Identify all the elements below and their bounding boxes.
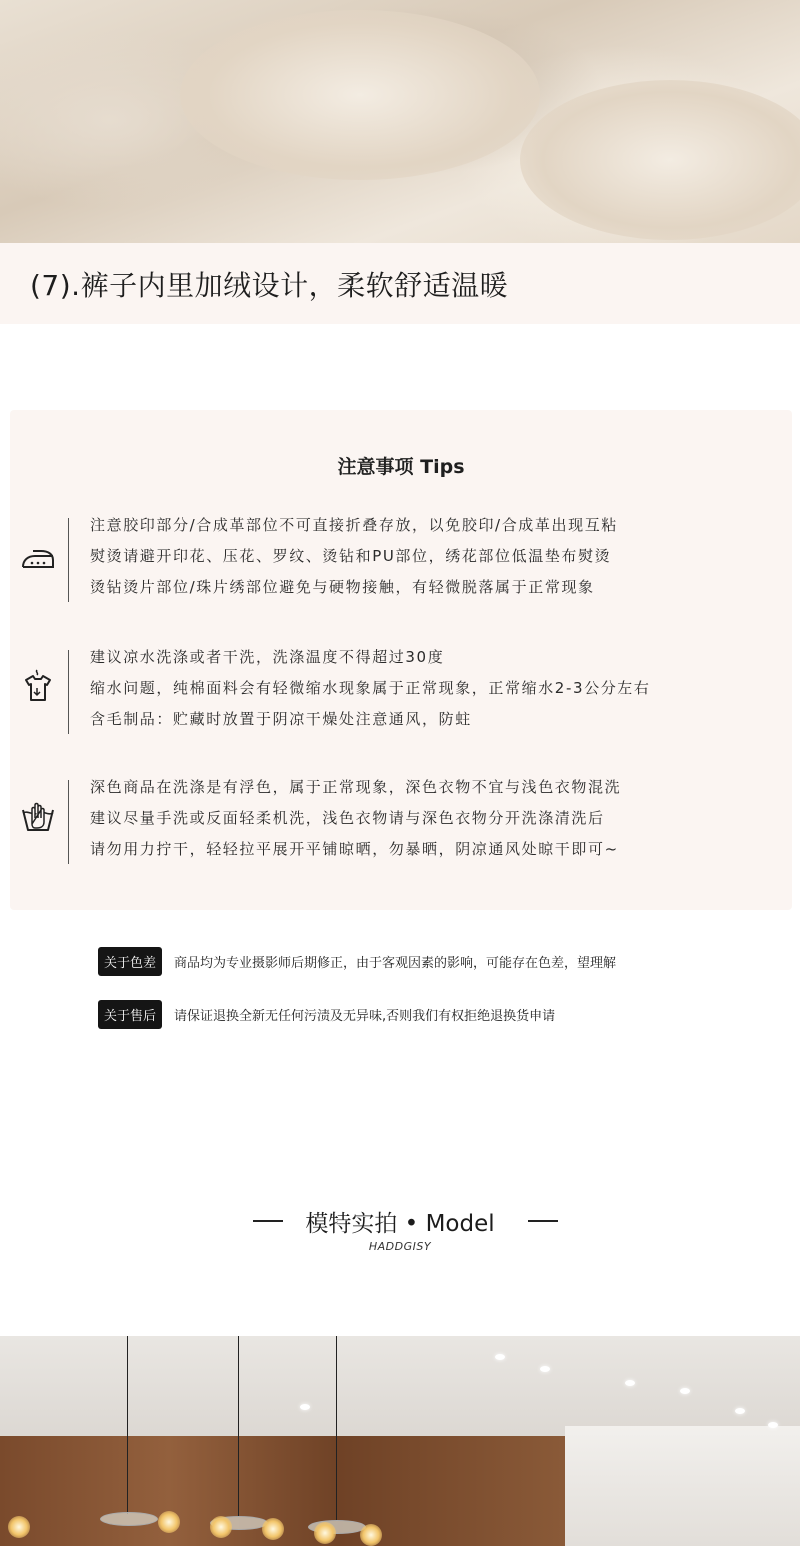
- tip-line: 含毛制品：贮藏时放置于阴凉干燥处注意通风，防蛀: [90, 710, 472, 728]
- light-bulb: [158, 1511, 180, 1533]
- fabric-caption-band: [0, 243, 800, 324]
- tip-line: 建议尽量手洗或反面轻柔机洗，浅色衣物请与深色衣物分开洗涤清洗后: [90, 809, 605, 827]
- brand-subtitle: HADDGISY: [368, 1240, 432, 1253]
- tip-line: 缩水问题，纯棉面料会有轻微缩水现象属于正常现象，正常缩水2-3公分左右: [90, 679, 651, 697]
- pendant-cord: [127, 1336, 128, 1514]
- light-bulb: [8, 1516, 30, 1538]
- light-bulb: [262, 1518, 284, 1540]
- fabric-fold-shape: [180, 10, 540, 180]
- tip-divider: [68, 780, 69, 864]
- light-bulb: [360, 1524, 382, 1546]
- pendant-cord: [336, 1336, 337, 1520]
- fabric-closeup-image: [0, 0, 800, 243]
- notice-badge: 关于色差: [98, 947, 162, 976]
- tip-line: 烫钻烫片部位/珠片绣部位避免与硬物接触，有轻微脱落属于正常现象: [90, 578, 595, 596]
- ceiling-light-icon: [495, 1354, 505, 1360]
- model-section-title: 模特实拍 • Model: [305, 1211, 495, 1237]
- light-bulb: [210, 1516, 232, 1538]
- tip-line: 熨烫请避开印花、压花、罗纹、烫钻和PU部位，绣花部位低温垫布熨烫: [90, 547, 612, 565]
- tip-line: 建议凉水洗涤或者干洗，洗涤温度不得超过30度: [90, 648, 445, 666]
- pendant-lamp-shade: [100, 1512, 158, 1526]
- model-photo-image: [0, 1336, 800, 1546]
- notice-color-difference: [98, 947, 616, 976]
- notice-badge: 关于售后: [98, 1000, 162, 1029]
- wall-shape: [565, 1426, 800, 1546]
- ceiling-light-icon: [625, 1380, 635, 1386]
- fabric-fold-shape: [520, 80, 800, 240]
- tip-line: 请勿用力拧干，轻轻拉平展开平铺晾晒，勿暴晒，阴凉通风处晾干即可~: [90, 840, 619, 858]
- ceiling-light-icon: [735, 1408, 745, 1414]
- hand-wash-icon: [20, 798, 56, 834]
- ceiling-light-icon: [300, 1404, 310, 1410]
- notice-text: 商品均为专业摄影师后期修正，由于客观因素的影响，可能存在色差，望理解: [174, 956, 617, 971]
- model-section-header: [0, 1205, 800, 1265]
- fabric-caption: (7).裤子内里加绒设计，柔软舒适温暖: [30, 268, 509, 302]
- tips-title: 注意事项 Tips: [337, 456, 465, 478]
- tip-lines: [90, 772, 621, 865]
- iron-icon: [20, 540, 56, 576]
- light-bulb: [314, 1522, 336, 1544]
- ceiling-light-icon: [680, 1388, 690, 1394]
- tip-divider: [68, 650, 69, 734]
- shirt-dry-icon: [20, 668, 56, 704]
- notice-after-sales: [98, 1000, 555, 1029]
- tip-lines: [90, 642, 651, 735]
- tip-divider: [68, 518, 69, 602]
- pendant-cord: [238, 1336, 239, 1516]
- title-dash-right: [528, 1220, 558, 1222]
- ceiling-light-icon: [540, 1366, 550, 1372]
- tip-line: 注意胶印部分/合成革部位不可直接折叠存放，以免胶印/合成革出现互粘: [90, 516, 618, 534]
- notice-text: 请保证退换全新无任何污渍及无异味,否则我们有权拒绝退换货申请: [174, 1009, 556, 1024]
- care-tips-card: [10, 410, 792, 910]
- tip-lines: [90, 510, 618, 603]
- ceiling-light-icon: [768, 1422, 778, 1428]
- tip-line: 深色商品在洗涤是有浮色，属于正常现象，深色衣物不宜与浅色衣物混洗: [90, 778, 622, 796]
